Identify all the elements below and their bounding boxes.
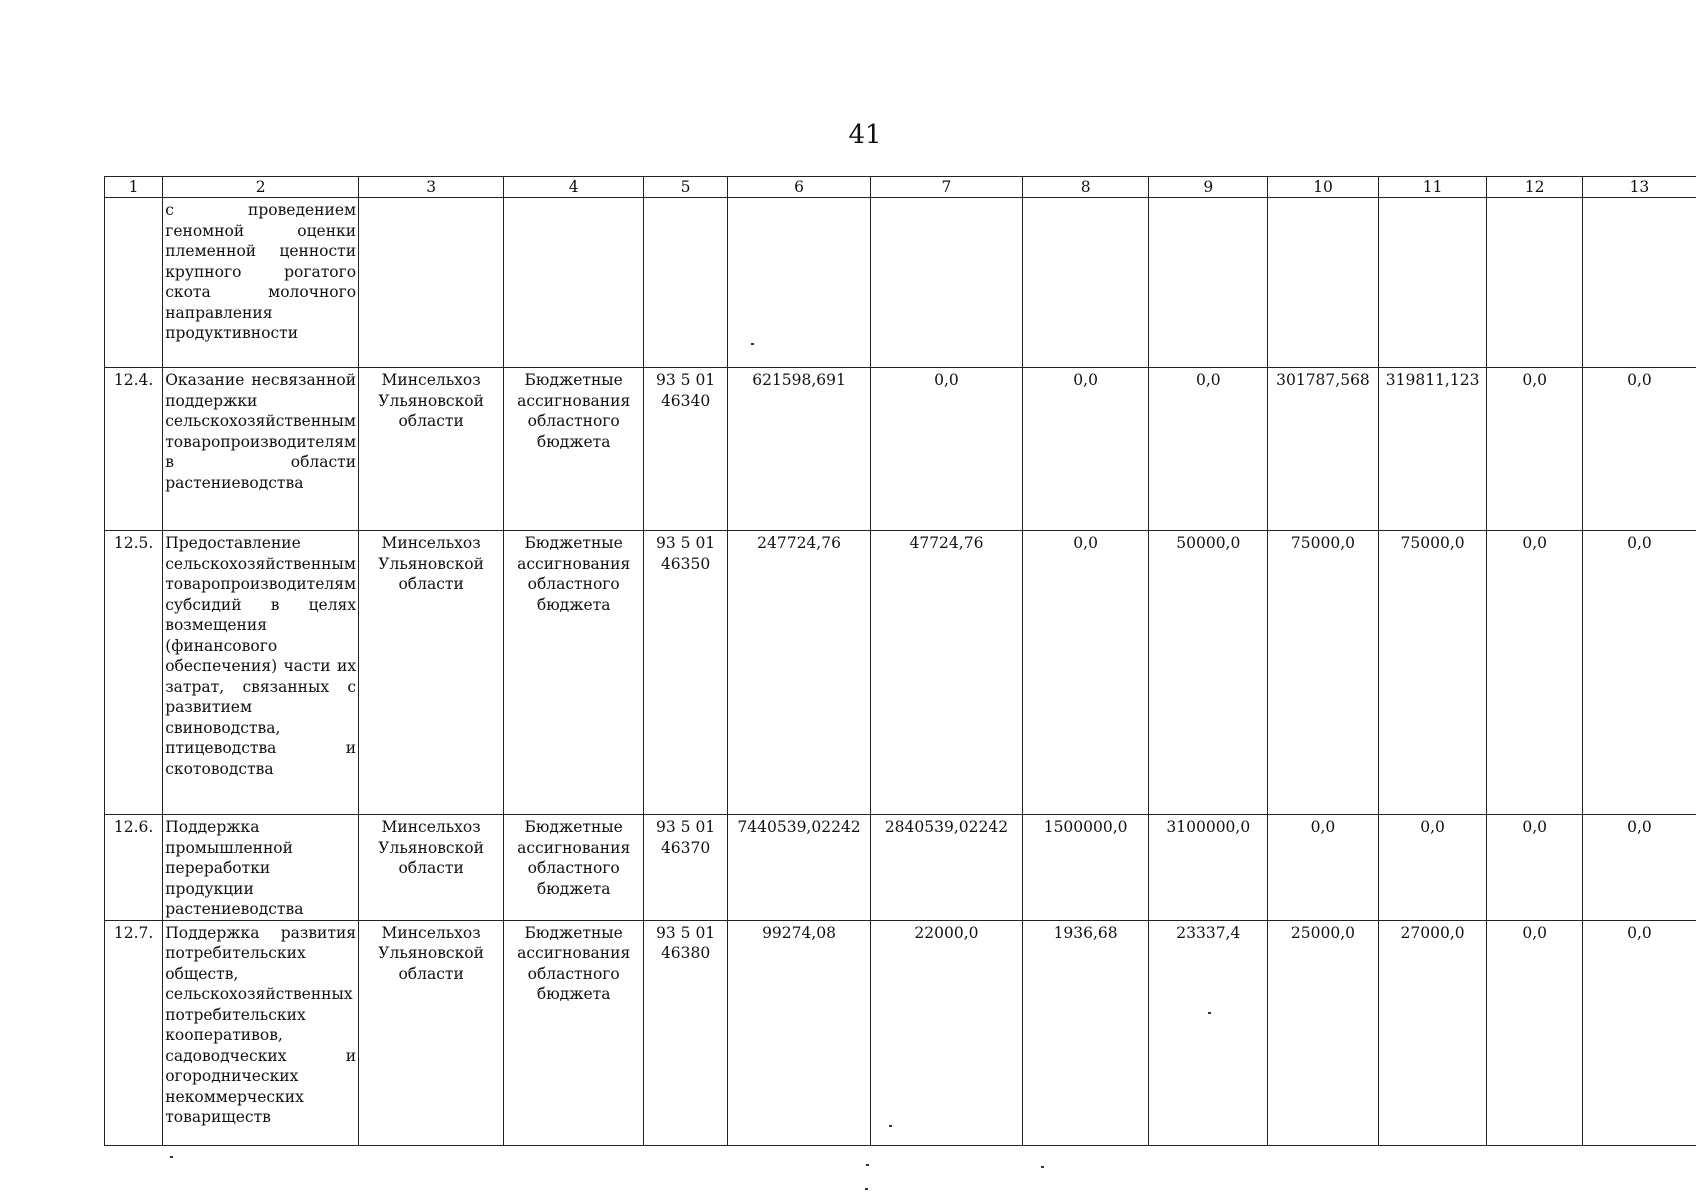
value-cell: 301787,568: [1268, 368, 1379, 531]
scan-speck: [889, 1125, 892, 1127]
value-cell: [871, 198, 1023, 368]
table-row: [105, 198, 1696, 368]
value-cell: 47724,76: [871, 531, 1023, 815]
executor: Минсельхоз Ульяновской области: [359, 531, 504, 815]
row-number: 12.6.: [105, 815, 163, 921]
column-numbers-row: [105, 177, 1696, 198]
value-cell: [1268, 198, 1379, 368]
value-cell: 319811,123: [1378, 368, 1487, 531]
value-cell: 0,0: [1022, 531, 1149, 815]
value-cell: 0,0: [1582, 920, 1696, 1145]
column-header: 12: [1487, 177, 1582, 198]
executor: [359, 198, 504, 368]
scan-speck: [751, 343, 754, 345]
funding-source: Бюджетные ассигнования областного бюджета: [504, 815, 644, 921]
budget-code: 93 5 01 46340: [644, 368, 728, 531]
value-cell: 25000,0: [1268, 920, 1379, 1145]
value-cell: 0,0: [1582, 531, 1696, 815]
value-cell: 0,0: [1268, 815, 1379, 921]
measure-name: Оказание несвязанной поддержки сельскохозяйственным товаропроизводителям в области растениеводства: [163, 368, 359, 531]
table-row: [105, 920, 1696, 1145]
scan-speck: [866, 1164, 869, 1166]
measure-name: Поддержка развития потребительских обществ, сельскохозяйственных потребительских кооперативов, садоводческих и огороднических некоммерческих товариществ: [163, 920, 359, 1145]
column-header: 13: [1582, 177, 1696, 198]
value-cell: [1582, 198, 1696, 368]
value-cell: 0,0: [1487, 920, 1582, 1145]
value-cell: 22000,0: [871, 920, 1023, 1145]
column-header: 8: [1022, 177, 1149, 198]
column-header: 3: [359, 177, 504, 198]
column-header: 10: [1268, 177, 1379, 198]
table-row: [105, 368, 1696, 531]
value-cell: [728, 198, 871, 368]
value-cell: 7440539,02242: [728, 815, 871, 921]
column-header: 1: [105, 177, 163, 198]
value-cell: 75000,0: [1378, 531, 1487, 815]
row-number: 12.7.: [105, 920, 163, 1145]
row-number: [105, 198, 163, 368]
value-cell: 621598,691: [728, 368, 871, 531]
value-cell: 0,0: [1582, 815, 1696, 921]
budget-code: 93 5 01 46370: [644, 815, 728, 921]
value-cell: 23337,4: [1149, 920, 1268, 1145]
measure-name: Поддержка промышленной переработки продукции растениеводства: [163, 815, 359, 921]
value-cell: [1022, 198, 1149, 368]
value-cell: 0,0: [1487, 368, 1582, 531]
scan-speck: [170, 1156, 173, 1158]
funding-source: [504, 198, 644, 368]
column-header: 9: [1149, 177, 1268, 198]
funding-source: Бюджетные ассигнования областного бюджета: [504, 531, 644, 815]
value-cell: 50000,0: [1149, 531, 1268, 815]
page-number: 41: [848, 120, 882, 150]
funding-source: Бюджетные ассигнования областного бюджета: [504, 920, 644, 1145]
value-cell: 27000,0: [1378, 920, 1487, 1145]
value-cell: 3100000,0: [1149, 815, 1268, 921]
measure-name: Предоставление сельскохозяйственным товаропроизводителям субсидий в целях возмещения (финансового обеспечения) части их затрат, связанных с развитием свиноводства, птицеводства и скотоводства: [163, 531, 359, 815]
table-row: [105, 531, 1696, 815]
column-header: 7: [871, 177, 1023, 198]
value-cell: 0,0: [1149, 368, 1268, 531]
value-cell: 2840539,02242: [871, 815, 1023, 921]
value-cell: [1149, 198, 1268, 368]
scan-speck: [1208, 1012, 1211, 1014]
value-cell: 0,0: [1378, 815, 1487, 921]
value-cell: 99274,08: [728, 920, 871, 1145]
scan-speck: [1041, 1166, 1044, 1168]
value-cell: 0,0: [1022, 368, 1149, 531]
funding-source: Бюджетные ассигнования областного бюджета: [504, 368, 644, 531]
scan-speck: [865, 1188, 868, 1190]
column-header: 11: [1378, 177, 1487, 198]
budget-code: 93 5 01 46350: [644, 531, 728, 815]
row-number: 12.4.: [105, 368, 163, 531]
column-header: 4: [504, 177, 644, 198]
executor: Минсельхоз Ульяновской области: [359, 920, 504, 1145]
value-cell: 0,0: [1487, 531, 1582, 815]
executor: Минсельхоз Ульяновской области: [359, 815, 504, 921]
value-cell: 1500000,0: [1022, 815, 1149, 921]
value-cell: 0,0: [1582, 368, 1696, 531]
value-cell: 1936,68: [1022, 920, 1149, 1145]
value-cell: 75000,0: [1268, 531, 1379, 815]
budget-code: [644, 198, 728, 368]
value-cell: [1378, 198, 1487, 368]
value-cell: 0,0: [1487, 815, 1582, 921]
column-header: 5: [644, 177, 728, 198]
table-row: [105, 815, 1696, 921]
measure-name: с проведением геномной оценки племенной ценности крупного рогатого скота молочного направления продуктивности: [163, 198, 359, 368]
value-cell: [1487, 198, 1582, 368]
budget-table: [104, 176, 1696, 1146]
budget-code: 93 5 01 46380: [644, 920, 728, 1145]
value-cell: 0,0: [871, 368, 1023, 531]
row-number: 12.5.: [105, 531, 163, 815]
executor: Минсельхоз Ульяновской области: [359, 368, 504, 531]
column-header: 6: [728, 177, 871, 198]
column-header: 2: [163, 177, 359, 198]
value-cell: 247724,76: [728, 531, 871, 815]
